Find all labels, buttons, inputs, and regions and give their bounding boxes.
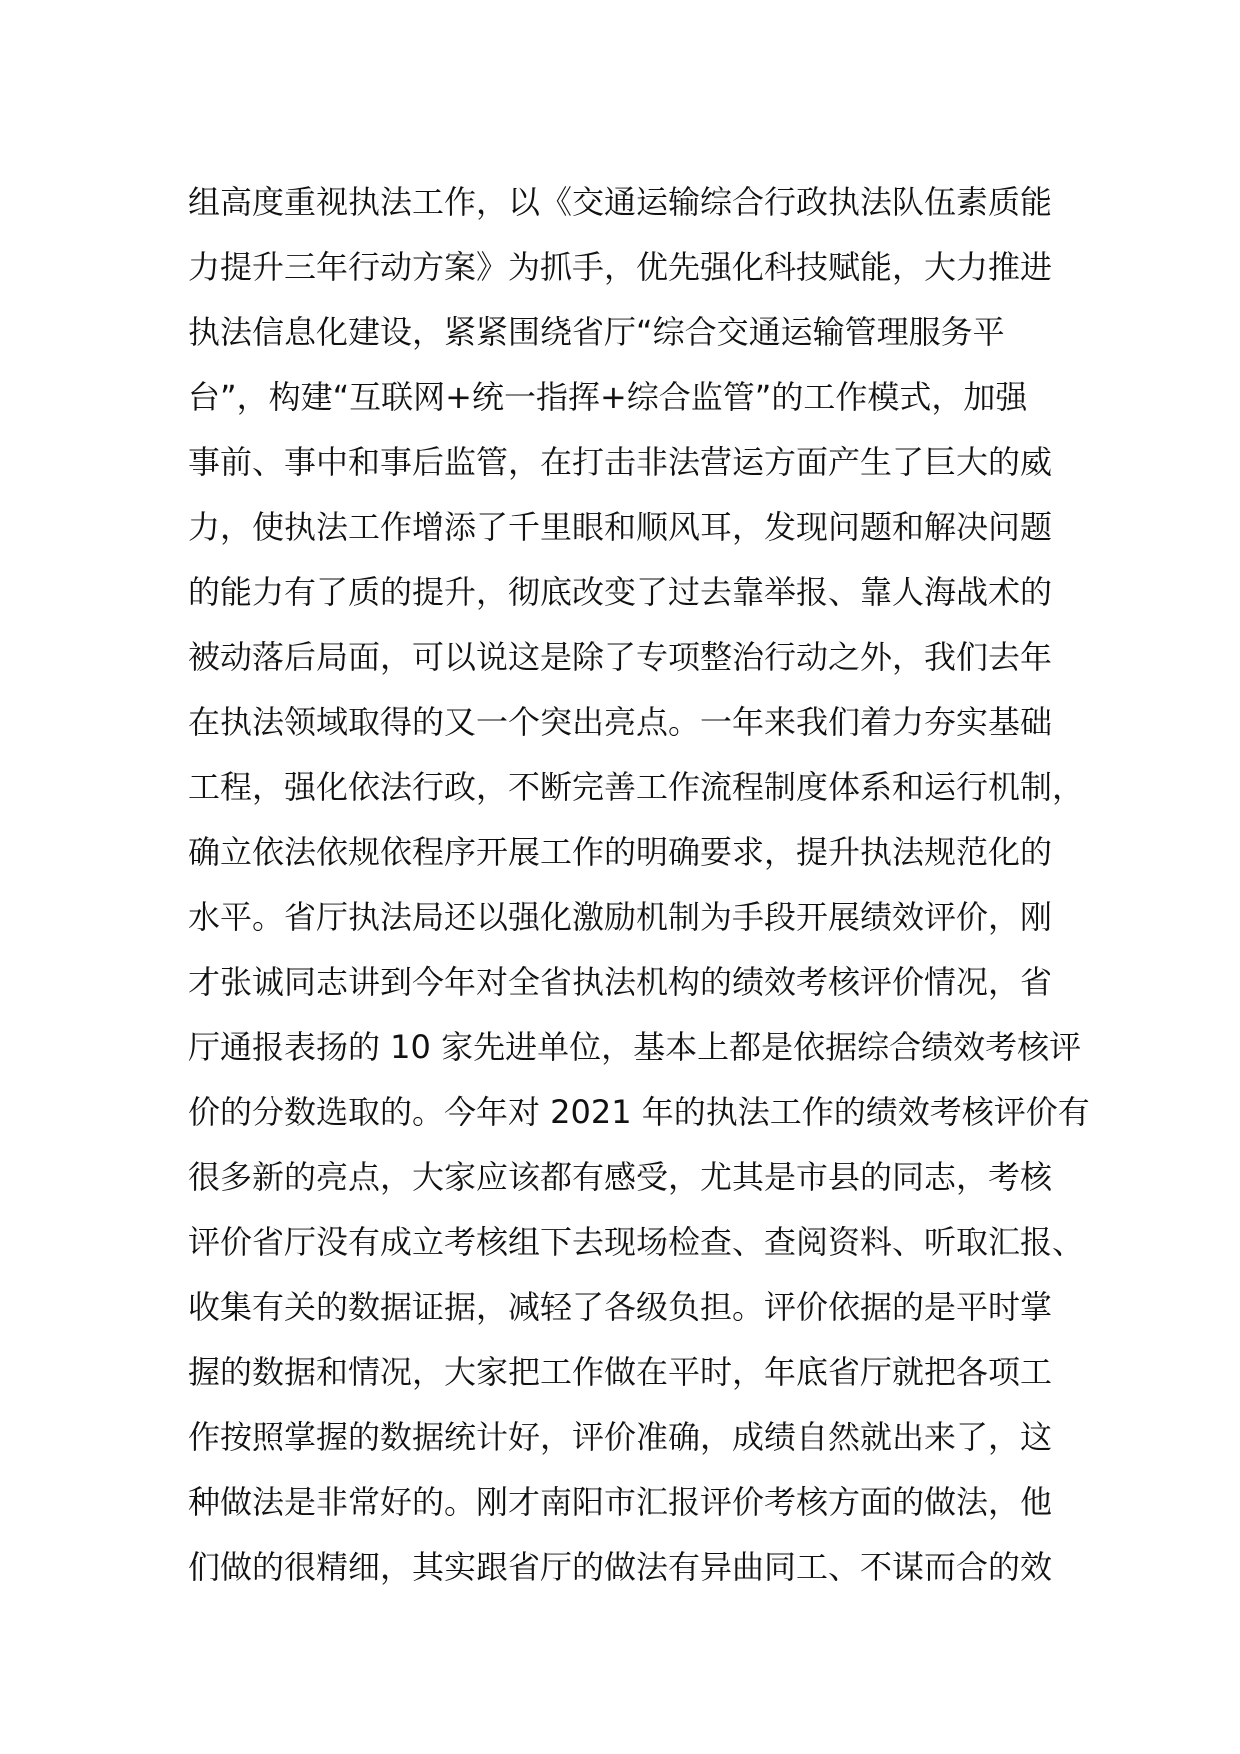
text-line-1: 组高度重视执法工作，以《交通运输综合行政执法队伍素质能 (188, 183, 1053, 221)
text-line-13: 才张诚同志讲到今年对全省执法机构的绩效考核评价情况，省 (188, 963, 1053, 1001)
text-line-11: 确立依法依规依程序开展工作的明确要求，提升执法规范化的 (188, 833, 1053, 871)
text-line-12: 水平。省厅执法局还以强化激励机制为手段开展绩效评价，刚 (188, 898, 1053, 936)
text-line-20: 作按照掌握的数据统计好，评价准确，成绩自然就出来了，这 (188, 1418, 1053, 1456)
text-line-2: 力提升三年行动方案》为抓手，优先强化科技赋能，大力推进 (188, 248, 1053, 286)
body-text (188, 170, 1088, 1600)
text-line-18: 收集有关的数据证据，减轻了各级负担。评价依据的是平时掌 (188, 1288, 1053, 1326)
text-line-8: 被动落后局面，可以说这是除了专项整治行动之外，我们去年 (188, 638, 1053, 676)
text-line-15: 价的分数选取的。今年对 2021 年的执法工作的绩效考核评价有 (188, 1093, 1090, 1131)
text-line-10: 工程，强化依法行政，不断完善工作流程制度体系和运行机制， (188, 768, 1085, 806)
text-line-5: 事前、事中和事后监管，在打击非法营运方面产生了巨大的威 (188, 443, 1053, 481)
text-line-16: 很多新的亮点，大家应该都有感受，尤其是市县的同志，考核 (188, 1158, 1053, 1196)
text-line-17: 评价省厅没有成立考核组下去现场检查、查阅资料、听取汇报、 (188, 1223, 1085, 1261)
text-line-22: 们做的很精细，其实跟省厅的做法有异曲同工、不谋而合的效 (188, 1548, 1053, 1586)
text-line-14: 厅通报表扬的 10 家先进单位，基本上都是依据综合绩效考核评 (188, 1028, 1082, 1066)
text-line-9: 在执法领域取得的又一个突出亮点。一年来我们着力夯实基础 (188, 703, 1053, 741)
text-line-4: 台”，构建“互联网+统一指挥+综合监管”的工作模式，加强 (188, 378, 1028, 416)
text-line-3: 执法信息化建设，紧紧围绕省厅“综合交通运输管理服务平 (188, 313, 1005, 351)
text-line-21: 种做法是非常好的。刚才南阳市汇报评价考核方面的做法，他 (188, 1483, 1053, 1521)
text-line-19: 握的数据和情况，大家把工作做在平时，年底省厅就把各项工 (188, 1353, 1053, 1391)
text-line-7: 的能力有了质的提升，彻底改变了过去靠举报、靠人海战术的 (188, 573, 1053, 611)
text-line-6: 力，使执法工作增添了千里眼和顺风耳，发现问题和解决问题 (188, 508, 1053, 546)
